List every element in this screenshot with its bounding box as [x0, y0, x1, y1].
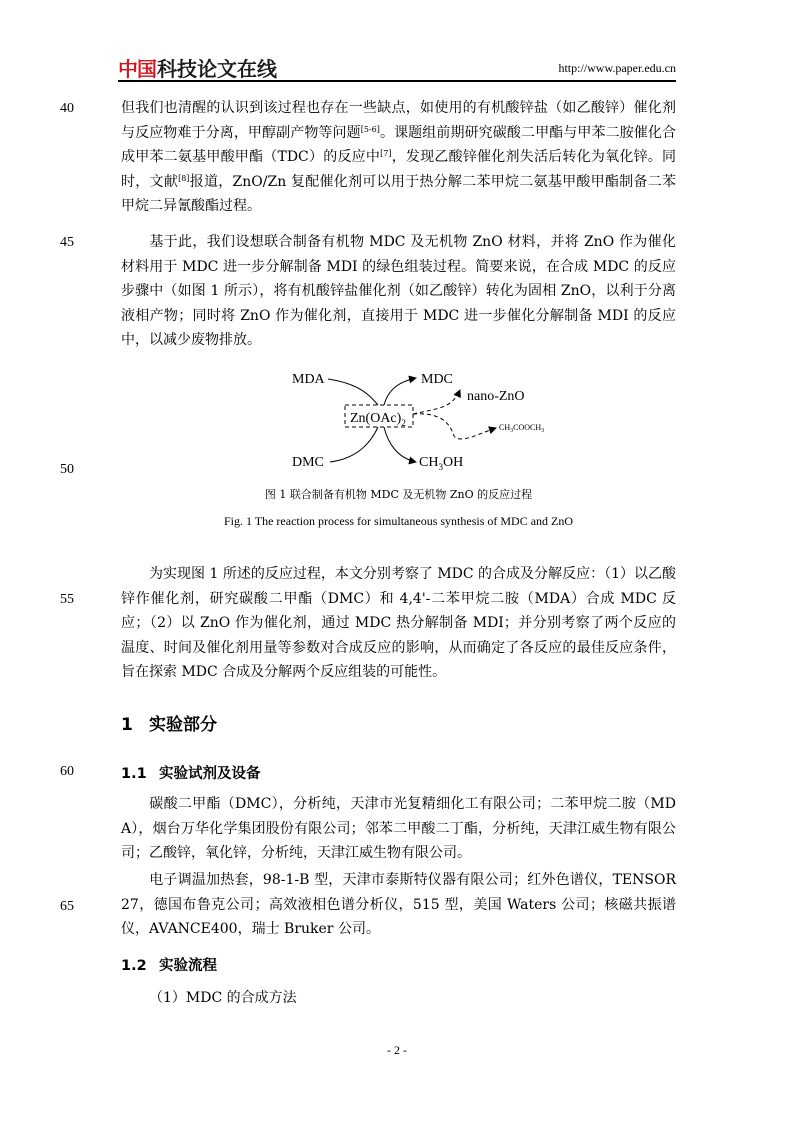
text-run: 基于此，我们设想联合制备有机物 MDC 及无机物 ZnO 材料，并将 ZnO 作为催化材料用于 MDC 进一步分解制备 MDI 的绿色组装过程。简要来说，在合成 MDC 的反应步骤中（如图 1 所示），将有机酸锌盐催化剂（如乙酸锌）转化为固相 ZnO，以利于分离液相产物；同时将 ZnO 作为催化剂，直接用于 MDC 进一步催化分解制备 MDI 的反应中，以减少废物排放。 [121, 234, 676, 349]
header-divider [118, 80, 676, 82]
paragraph-reagents [121, 792, 676, 866]
text-run: 但我们也清醒的认识到该过程也存在一些缺点，如使用的有机酸锌盐（如乙酸锌）催化剂与反应物难于分离，甲醇副产物等问题 [121, 100, 676, 141]
label-mda: MDA [292, 372, 325, 387]
line-number: 65 [60, 899, 74, 914]
line-number: 55 [60, 592, 74, 607]
paragraph-study-outline [121, 562, 676, 685]
line-number: 50 [60, 462, 74, 477]
logo-text: 科技论文在线 [157, 57, 277, 81]
line-number: 45 [60, 235, 74, 250]
label-nano-zno: nano-ZnO [467, 389, 525, 404]
citation[interactable]: [5-6] [360, 124, 380, 134]
subsection-heading-1-1: 1.1 实验试剂及设备 [121, 766, 261, 782]
figure-caption-cn: 图 1 联合制备有机物 MDC 及无机物 ZnO 的反应过程 [264, 488, 533, 501]
text-run: 碳酸二甲酯（DMC），分析纯，天津市光复精细化工有限公司；二苯甲烷二胺（MDA），烟台万华化学集团股份有限公司；邻苯二甲酸二丁酯，分析纯，天津江威生物有限公司；乙酸锌，氧化锌，分析纯，天津江威生物有限公司。 [121, 796, 676, 862]
text-run: 为实现图 1 所述的反应过程，本文分别考察了 MDC 的合成及分解反应：（1）以乙酸锌作催化剂，研究碳酸二甲酯（DMC）和 4,4'-二苯甲烷二胺（MDA）合成 MDC 反应；（2）以 ZnO 作为催化剂，通过 MDC 热分解制备 MDI；并分别考察了两个反应的温度、时间及催化剂用量等参数对合成反应的影响，从而确定了各反应的最佳反应条件，旨在探索 MDC 合成及分解两个反应组装的可能性。 [121, 566, 676, 681]
label-mdc: MDC [421, 372, 453, 387]
citation[interactable]: [7] [380, 149, 392, 159]
dashed-arrow-to-nano-zno [413, 390, 460, 414]
citation[interactable]: [8] [178, 173, 190, 183]
page-number: - 2 - [387, 1043, 407, 1057]
text-run: 电子调温加热套，98-1-B 型，天津市泰斯特仪器有限公司；红外色谱仪，TENSOR 27，德国布鲁克公司；高效液相色谱分析仪，515 型，美国 Waters 公司；核磁共振谱仪，AVANCE400，瑞士 Bruker 公司。 [121, 872, 676, 938]
paragraph-design-idea [121, 230, 676, 353]
section-heading-1: 1 实验部分 [121, 715, 217, 735]
line-number: 40 [60, 101, 74, 116]
text-run: （1）MDC 的合成方法 [149, 990, 297, 1006]
header-url-link[interactable]: http://www.paper.edu.cn [558, 61, 676, 75]
text-run: ，发现乙酸锌催化剂失活后转化为氧化锌。同时，文献 [121, 149, 676, 190]
label-methanol: $CH_3OH$ [419, 455, 464, 472]
journal-logo[interactable] [118, 54, 277, 80]
figure-caption-en: Fig. 1 The reaction process for simultaneous synthesis of MDC and ZnO [223, 514, 574, 528]
label-methyl-acetate: $CH_3COOCH_3$ [499, 423, 545, 434]
subsection-heading-1-2: 1.2 实验流程 [121, 958, 217, 974]
label-catalyst: $Zn(OAc)_2$ [350, 411, 406, 428]
dashed-arrow-to-methyl-acetate [413, 414, 496, 439]
logo-mark: 中国 [118, 57, 156, 81]
arrow-mda-in [328, 379, 378, 405]
paragraph-intro-drawbacks [121, 96, 676, 219]
paragraph-method-step-1 [121, 986, 676, 1011]
page-header [118, 54, 676, 80]
arrow-to-mdc [384, 378, 416, 405]
label-dmc: DMC [292, 455, 324, 470]
text-run: 报道，ZnO/Zn 复配催化剂可以用于热分解二苯甲烷二氨基甲酸甲酯制备二苯甲烷二异氰酸酯过程。 [121, 173, 676, 215]
arrow-dmc-in [330, 427, 378, 462]
line-number: 60 [60, 764, 74, 779]
arrow-to-methanol [384, 427, 416, 462]
reaction-scheme-figure [280, 362, 600, 478]
text-run: 。课题组前期研究碳酸二甲酯与甲苯二胺催化合成甲苯二氨基甲酸甲酯（TDC）的反应中 [121, 124, 676, 166]
paragraph-equipment [121, 868, 676, 942]
